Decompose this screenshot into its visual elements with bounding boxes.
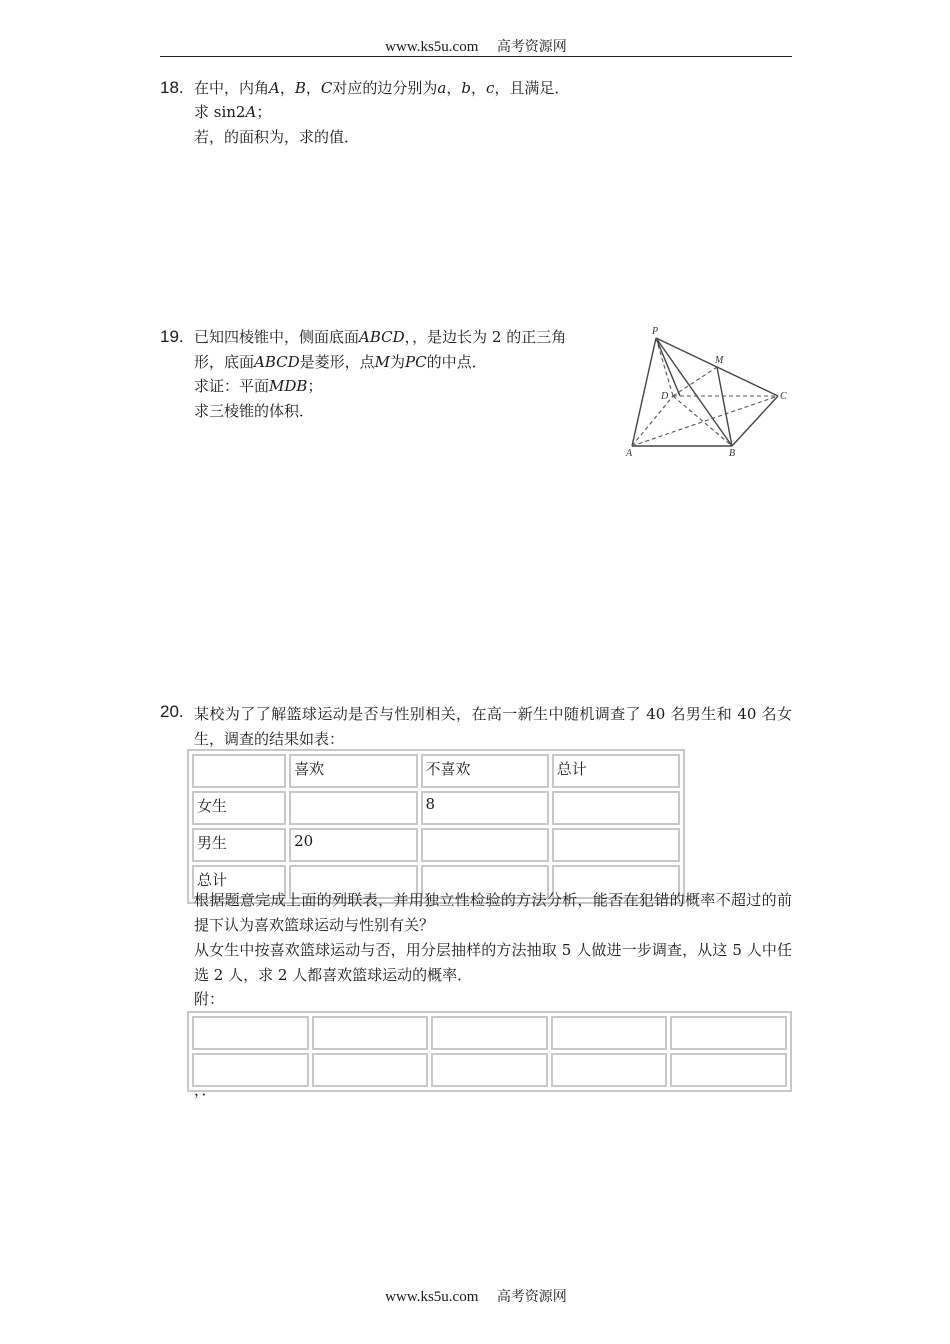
table-row bbox=[192, 791, 680, 825]
table-row bbox=[192, 1053, 787, 1087]
page-header bbox=[160, 36, 792, 56]
table-header-row bbox=[192, 754, 680, 788]
q20-part2: 从女生中按喜欢篮球运动与否，用分层抽样的方法抽取 5 人做进一步调查，从这 5 人中任选 2 人，求 2 人都喜欢篮球运动的概率． bbox=[194, 941, 792, 984]
q18-line2: 求 sin2A； bbox=[194, 103, 272, 121]
table-cell bbox=[312, 1053, 429, 1087]
table-cell: 总计 bbox=[192, 865, 286, 899]
page-footer bbox=[160, 1286, 792, 1306]
label-B: B bbox=[729, 448, 736, 459]
table-cell bbox=[431, 1053, 548, 1087]
table-cell bbox=[552, 791, 680, 825]
table-row bbox=[192, 1016, 787, 1050]
table-cell bbox=[192, 754, 286, 788]
edge-PA bbox=[632, 338, 656, 446]
footer-name: 高考资源网 bbox=[496, 1289, 567, 1305]
q18-number: 18. bbox=[160, 78, 184, 97]
q19-line4: 求三棱锥的体积． bbox=[194, 402, 315, 420]
edge-BC bbox=[732, 396, 778, 446]
table-cell: 总计 bbox=[552, 754, 680, 788]
pyramid-figure bbox=[618, 322, 790, 462]
table-cell bbox=[551, 1053, 668, 1087]
q18-line1: 在中，内角A，B，C对应的边分别为a，b，c，且满足． bbox=[194, 79, 570, 97]
q19-line3: 求证：平面MDB； bbox=[194, 377, 323, 395]
table-cell: 20 bbox=[289, 828, 417, 862]
label-M: M bbox=[715, 355, 724, 366]
table-cell bbox=[670, 1053, 787, 1087]
q20-number: 20. bbox=[160, 702, 184, 721]
q20-intro: 某校为了了解篮球运动是否与性别相关，在高一新生中随机调查了 40 名男生和 40 名女生，调查的结果如表： bbox=[194, 705, 792, 748]
table-cell: 不喜欢 bbox=[421, 754, 549, 788]
table-cell bbox=[421, 828, 549, 862]
table-cell: 女生 bbox=[192, 791, 286, 825]
label-A: A bbox=[626, 448, 633, 459]
table-cell bbox=[551, 1016, 668, 1050]
table-cell bbox=[312, 1016, 429, 1050]
contingency-table bbox=[187, 749, 685, 904]
label-D: D bbox=[661, 391, 669, 402]
q20-part1: 根据题意完成上面的列联表，并用独立性检验的方法分析，能否在犯错的概率不超过的前提下认为喜欢篮球运动与性别有关？ bbox=[194, 891, 792, 934]
pyramid-diagram bbox=[618, 322, 790, 462]
q19-line1: 已知四棱锥中，侧面底面ABCD，，是边长为 2 的正三角 bbox=[194, 328, 567, 346]
q20-appendix-label: 附： bbox=[194, 990, 225, 1008]
label-C: C bbox=[780, 391, 787, 402]
edge-PD bbox=[656, 338, 673, 396]
header-divider bbox=[160, 56, 792, 57]
header-name: 高考资源网 bbox=[496, 39, 567, 55]
footer-site: www.ks5u.com bbox=[385, 1289, 479, 1305]
header-site: www.ks5u.com bbox=[385, 39, 479, 55]
table-cell: 男生 bbox=[192, 828, 286, 862]
q19-number: 19. bbox=[160, 327, 184, 346]
q18-line3: 若，的面积为，求的值． bbox=[194, 128, 360, 146]
label-P: P bbox=[652, 326, 659, 337]
table-cell: 喜欢 bbox=[289, 754, 417, 788]
table-cell bbox=[670, 1016, 787, 1050]
table-cell bbox=[289, 791, 417, 825]
edge-AC bbox=[632, 396, 778, 446]
table-cell bbox=[431, 1016, 548, 1050]
q19-line2: 形，底面ABCD是菱形，点M为PC的中点． bbox=[194, 353, 487, 371]
table-cell bbox=[192, 1016, 309, 1050]
q20-tail: ，． bbox=[194, 1081, 217, 1099]
table-cell bbox=[552, 828, 680, 862]
appendix-table bbox=[187, 1011, 792, 1092]
table-row bbox=[192, 828, 680, 862]
table-cell: 8 bbox=[421, 791, 549, 825]
